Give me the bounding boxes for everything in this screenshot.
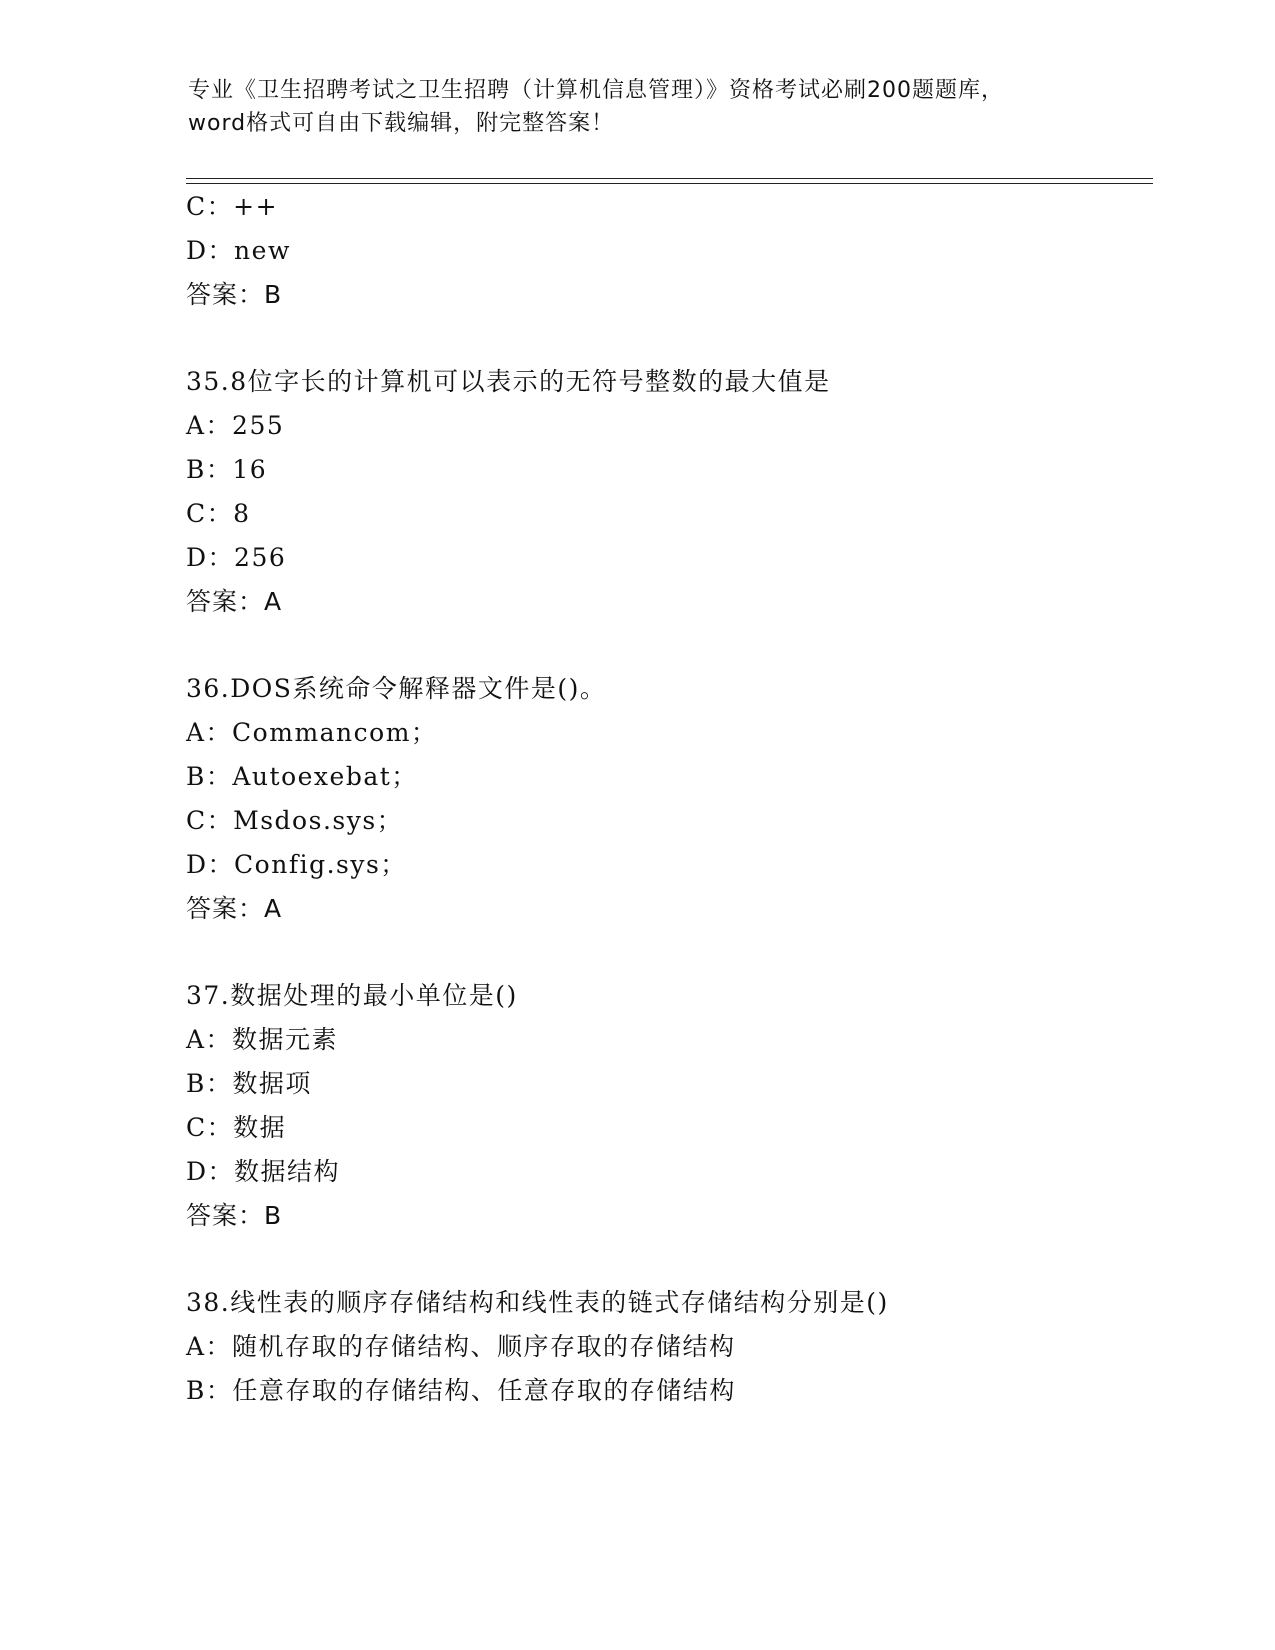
question-35-answer: 答案：A	[186, 587, 283, 616]
question-35-option-b: B：16	[186, 455, 268, 484]
document-header	[188, 74, 1088, 140]
question-36-option-a: A：Commancom；	[186, 718, 438, 747]
question-37-stem: 37.数据处理的最小单位是()	[186, 981, 518, 1010]
header-divider-top	[186, 178, 1153, 179]
question-35-option-d: D：256	[186, 543, 287, 572]
header-title-line-1: 专业《卫生招聘考试之卫生招聘（计算机信息管理）》资格考试必刷200题题库，	[188, 78, 1004, 103]
header-divider-bottom	[186, 183, 1153, 184]
question-36-stem: 36.DOS系统命令解释器文件是()。	[186, 674, 607, 703]
question-35-stem: 35.8位字长的计算机可以表示的无符号整数的最大值是	[186, 367, 831, 396]
question-35-option-a: A：255	[186, 411, 285, 440]
answer-line: 答案：B	[186, 280, 283, 309]
question-35-option-c: C：8	[186, 499, 251, 528]
question-36-option-c: C：Msdos.sys；	[186, 806, 404, 835]
question-37-option-a: A：数据元素	[186, 1025, 339, 1054]
question-36-option-b: B：Autoexebat；	[186, 762, 418, 791]
question-36-answer: 答案：A	[186, 894, 283, 923]
header-title-line-2: word格式可自由下载编辑，附完整答案！	[188, 111, 615, 136]
question-37-option-b: B：数据项	[186, 1069, 312, 1098]
question-36-option-d: D：Config.sys；	[186, 850, 407, 879]
question-38-option-b: B：任意存取的存储结构、任意存取的存储结构	[186, 1376, 736, 1405]
option-d: D：new	[186, 236, 291, 265]
question-37-option-d: D：数据结构	[186, 1157, 341, 1186]
question-38-stem: 38.线性表的顺序存储结构和线性表的链式存储结构分别是()	[186, 1288, 889, 1317]
option-c: C：++	[186, 192, 279, 221]
question-37-option-c: C：数据	[186, 1113, 287, 1142]
question-37-answer: 答案：B	[186, 1201, 283, 1230]
question-38-option-a: A：随机存取的存储结构、顺序存取的存储结构	[186, 1332, 736, 1361]
